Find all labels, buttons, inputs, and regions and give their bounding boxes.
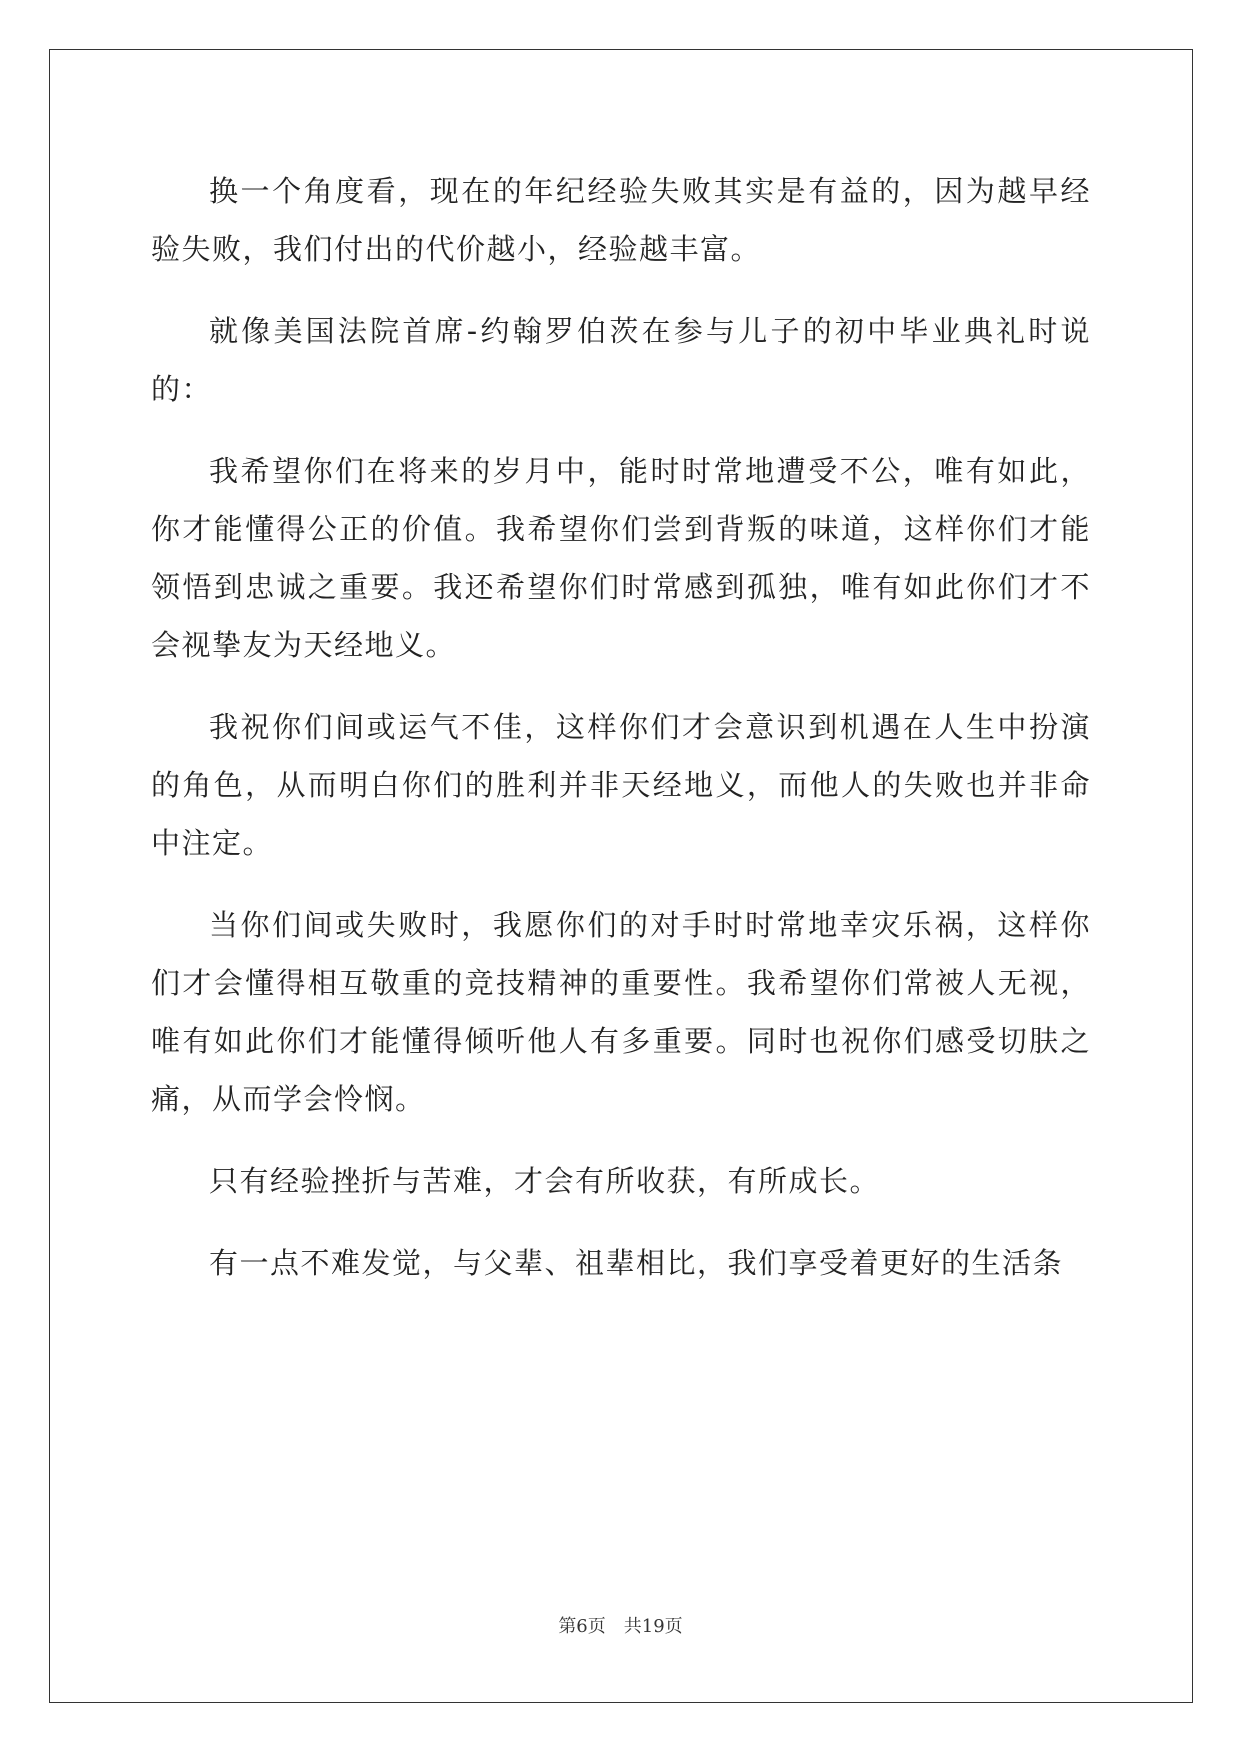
paragraph: 就像美国法院首席-约翰罗伯茨在参与儿子的初中毕业典礼时说的： (151, 314, 1091, 406)
paragraph: 我希望你们在将来的岁月中，能时时常地遭受不公，唯有如此，你才能懂得公正的价值。我希望你们尝到背叛的味道，这样你们才能领悟到忠诚之重要。我还希望你们时常感到孤独，唯有如此你们才不会视挚友为天经地义。 (151, 454, 1091, 662)
paragraph: 换一个角度看，现在的年纪经验失败其实是有益的，因为越早经验失败，我们付出的代价越小，经验越丰富。 (151, 174, 1091, 266)
paragraph: 当你们间或失败时，我愿你们的对手时时常地幸灾乐祸，这样你们才会懂得相互敬重的竞技精神的重要性。我希望你们常被人无视，唯有如此你们才能懂得倾听他人有多重要。同时也祝你们感受切肤之痛，从而学会怜悯。 (151, 908, 1091, 1116)
paragraph: 我祝你们间或运气不佳，这样你们才会意识到机遇在人生中扮演的角色，从而明白你们的胜利并非天经地义，而他人的失败也并非命中注定。 (151, 710, 1091, 860)
paragraph: 只有经验挫折与苦难，才会有所收获，有所成长。 (209, 1164, 881, 1198)
document-body (151, 162, 1091, 1292)
paragraph: 有一点不难发觉，与父辈、祖辈相比，我们享受着更好的生活条 (209, 1246, 1064, 1280)
page-number-footer: 第6页 共19页 (558, 1616, 683, 1637)
